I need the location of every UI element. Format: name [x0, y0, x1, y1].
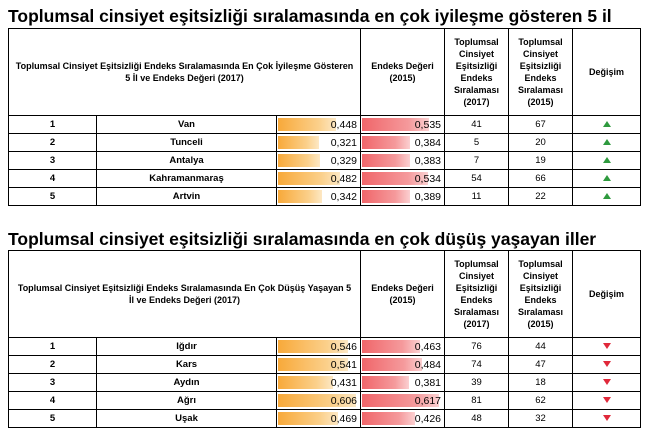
- degisim-cell: [573, 392, 641, 410]
- endeks-2015-cell: [361, 356, 445, 374]
- table-row: [9, 374, 641, 392]
- endeks-2015-bar: [362, 376, 409, 389]
- degisim-cell: [573, 152, 641, 170]
- endeks-2017-cell: [277, 116, 361, 134]
- province-name: Uşak: [97, 410, 277, 428]
- degisim-cell: [573, 356, 641, 374]
- endeks-2015-cell: [361, 134, 445, 152]
- sira-2017-value: 41: [445, 116, 509, 134]
- endeks-2017-value: 0,342: [330, 190, 357, 203]
- province-name: Ağrı: [97, 392, 277, 410]
- province-name: Tunceli: [97, 134, 277, 152]
- endeks-2017-cell: [277, 374, 361, 392]
- province-name: Aydın: [97, 374, 277, 392]
- endeks-2017-bar: [278, 412, 338, 425]
- sira-2015-value: 32: [509, 410, 573, 428]
- sira-2017-value: 48: [445, 410, 509, 428]
- province-name: Van: [97, 116, 277, 134]
- table-row: [9, 338, 641, 356]
- rank-number: 1: [9, 338, 97, 356]
- table-row: [9, 170, 641, 188]
- rank-number: 4: [9, 392, 97, 410]
- endeks-2017-cell: [277, 188, 361, 206]
- endeks-2017-cell: [277, 356, 361, 374]
- up-arrow-icon: [603, 193, 611, 199]
- degisim-cell: [573, 134, 641, 152]
- degisim-cell: [573, 338, 641, 356]
- sira-2015-value: 44: [509, 338, 573, 356]
- header-main: Toplumsal Cinsiyet Eşitsizliği Endeks Sıralamasında En Çok Düşüş Yaşayan 5 İl ve Endeks Değeri (2017): [9, 251, 361, 338]
- endeks-2017-value: 0,321: [330, 136, 357, 149]
- sira-2015-value: 62: [509, 392, 573, 410]
- endeks-2017-bar: [278, 136, 319, 149]
- endeks-2017-value: 0,606: [330, 394, 358, 407]
- endeks-2017-bar: [278, 190, 322, 203]
- table-row: [9, 356, 641, 374]
- improvement-table: [8, 28, 641, 206]
- province-name: Antalya: [97, 152, 277, 170]
- endeks-2017-cell: [277, 410, 361, 428]
- endeks-2017-value: 0,469: [330, 412, 358, 425]
- down-arrow-icon: [603, 379, 611, 385]
- degisim-cell: [573, 410, 641, 428]
- endeks-2015-cell: [361, 392, 445, 410]
- sira-2017-value: 81: [445, 392, 509, 410]
- up-arrow-icon: [603, 139, 611, 145]
- endeks-2015-cell: [361, 374, 445, 392]
- degisim-cell: [573, 170, 641, 188]
- province-name: Kahramanmaraş: [97, 170, 277, 188]
- sira-2017-value: 54: [445, 170, 509, 188]
- rank-number: 5: [9, 410, 97, 428]
- endeks-2015-bar: [362, 358, 422, 371]
- table-row: [9, 116, 641, 134]
- endeks-2015-value: 0,389: [414, 190, 441, 203]
- endeks-2017-value: 0,431: [330, 376, 358, 389]
- endeks-2015-bar: [362, 190, 410, 203]
- endeks-2015-value: 0,381: [414, 376, 442, 389]
- province-name: Iğdır: [97, 338, 277, 356]
- endeks-2015-value: 0,383: [414, 154, 441, 167]
- endeks-2017-value: 0,541: [330, 358, 358, 371]
- endeks-2015-bar: [362, 136, 410, 149]
- decline-table: [8, 250, 641, 428]
- section-title-decline: Toplumsal cinsiyet eşitsizliği sıralamasında en çok düşüş yaşayan iller: [8, 229, 597, 249]
- rank-number: 1: [9, 116, 97, 134]
- header-degisim: Değişim: [573, 251, 641, 338]
- up-arrow-icon: [603, 121, 611, 127]
- endeks-2017-value: 0,448: [330, 118, 357, 131]
- endeks-2015-value: 0,484: [414, 358, 442, 371]
- rank-number: 5: [9, 188, 97, 206]
- endeks-2015-bar: [362, 340, 420, 353]
- table-row: [9, 392, 641, 410]
- endeks-2017-cell: [277, 338, 361, 356]
- header-sira-2017: Toplumsal Cinsiyet Eşitsizliği Endeks Sıralaması (2017): [445, 29, 509, 116]
- down-arrow-icon: [603, 415, 611, 421]
- rank-number: 2: [9, 356, 97, 374]
- up-arrow-icon: [603, 157, 611, 163]
- table-row: [9, 410, 641, 428]
- degisim-cell: [573, 188, 641, 206]
- table-row: [9, 188, 641, 206]
- endeks-2017-bar: [278, 154, 320, 167]
- endeks-2015-cell: [361, 116, 445, 134]
- header-sira-2015: Toplumsal Cinsiyet Eşitsizliği Endeks Sıralaması (2015): [509, 251, 573, 338]
- endeks-2017-value: 0,329: [330, 154, 357, 167]
- endeks-2015-cell: [361, 188, 445, 206]
- up-arrow-icon: [603, 175, 611, 181]
- endeks-2015-cell: [361, 152, 445, 170]
- endeks-2015-cell: [361, 338, 445, 356]
- table-row: [9, 152, 641, 170]
- sira-2015-value: 22: [509, 188, 573, 206]
- sira-2015-value: 18: [509, 374, 573, 392]
- sira-2015-value: 66: [509, 170, 573, 188]
- header-row: [9, 251, 641, 338]
- rank-number: 3: [9, 152, 97, 170]
- header-degisim: Değişim: [573, 29, 641, 116]
- endeks-2015-bar: [362, 412, 415, 425]
- endeks-2015-value: 0,426: [414, 412, 442, 425]
- endeks-2017-cell: [277, 152, 361, 170]
- province-name: Artvin: [97, 188, 277, 206]
- sira-2015-value: 19: [509, 152, 573, 170]
- sira-2017-value: 7: [445, 152, 509, 170]
- sira-2015-value: 47: [509, 356, 573, 374]
- endeks-2015-value: 0,463: [414, 340, 442, 353]
- endeks-2015-bar: [362, 154, 410, 167]
- down-arrow-icon: [603, 343, 611, 349]
- endeks-2015-value: 0,617: [414, 394, 442, 407]
- province-name: Kars: [97, 356, 277, 374]
- down-arrow-icon: [603, 361, 611, 367]
- down-arrow-icon: [603, 397, 611, 403]
- header-main: Toplumsal Cinsiyet Eşitsizliği Endeks Sıralamasında En Çok İyileşme Gösteren 5 İl ve Endeks Değeri (2017): [9, 29, 361, 116]
- sira-2017-value: 74: [445, 356, 509, 374]
- sira-2017-value: 76: [445, 338, 509, 356]
- section-title-improvement: Toplumsal cinsiyet eşitsizliği sıralamasında en çok iyileşme gösteren 5 il: [8, 6, 612, 26]
- header-sira-2017: Toplumsal Cinsiyet Eşitsizliği Endeks Sıralaması (2017): [445, 251, 509, 338]
- endeks-2017-cell: [277, 392, 361, 410]
- sira-2017-value: 39: [445, 374, 509, 392]
- degisim-cell: [573, 116, 641, 134]
- header-endeks-2015: Endeks Değeri (2015): [361, 29, 445, 116]
- header-row: [9, 29, 641, 116]
- rank-number: 4: [9, 170, 97, 188]
- endeks-2015-value: 0,384: [414, 136, 441, 149]
- endeks-2017-cell: [277, 134, 361, 152]
- endeks-2017-value: 0,482: [330, 172, 357, 185]
- endeks-2017-bar: [278, 376, 333, 389]
- sira-2015-value: 67: [509, 116, 573, 134]
- degisim-cell: [573, 374, 641, 392]
- endeks-2015-value: 0,535: [414, 118, 441, 131]
- endeks-2017-cell: [277, 170, 361, 188]
- header-sira-2015: Toplumsal Cinsiyet Eşitsizliği Endeks Sıralaması (2015): [509, 29, 573, 116]
- endeks-2017-value: 0,546: [330, 340, 358, 353]
- endeks-2015-value: 0,534: [414, 172, 441, 185]
- rank-number: 3: [9, 374, 97, 392]
- header-endeks-2015: Endeks Değeri (2015): [361, 251, 445, 338]
- endeks-2017-bar: [278, 118, 336, 131]
- sira-2015-value: 20: [509, 134, 573, 152]
- rank-number: 2: [9, 134, 97, 152]
- sira-2017-value: 11: [445, 188, 509, 206]
- endeks-2015-cell: [361, 410, 445, 428]
- endeks-2015-cell: [361, 170, 445, 188]
- sira-2017-value: 5: [445, 134, 509, 152]
- table-row: [9, 134, 641, 152]
